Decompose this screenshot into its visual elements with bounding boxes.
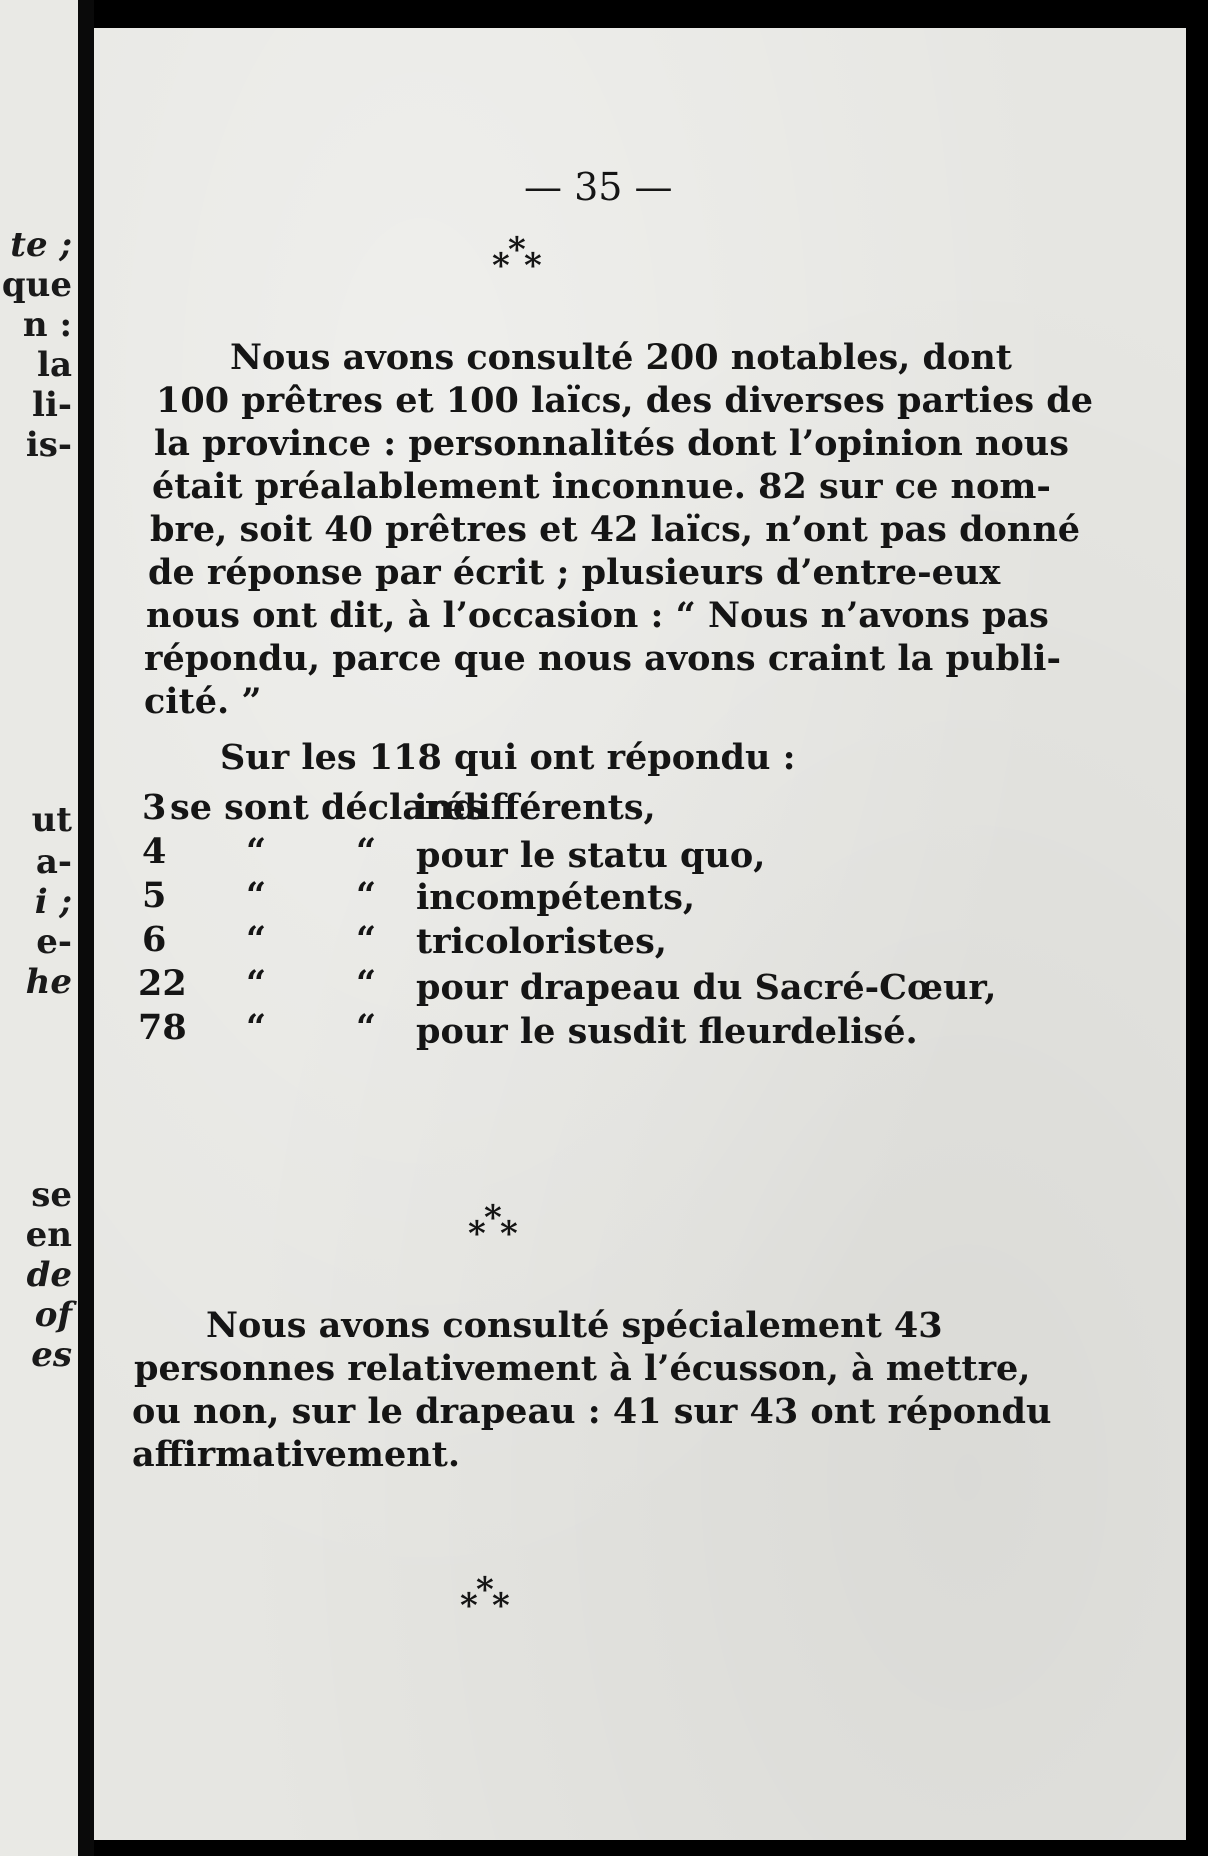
paragraph-line: nous ont dit, à l’occasion : “ Nous n’avons pas xyxy=(146,595,1049,636)
result-count: 5 xyxy=(142,875,167,916)
asterism-star: * xyxy=(468,1214,486,1254)
left-text-fragment: e- xyxy=(36,922,72,962)
left-page-fragment xyxy=(0,0,78,1856)
result-label: pour le susdit fleurdelisé. xyxy=(416,1011,918,1052)
ditto-mark: “ xyxy=(356,919,377,960)
ditto-mark: “ xyxy=(246,963,267,1004)
paragraph-line: Nous avons consulté 200 notables, dont xyxy=(230,337,1012,378)
ditto-mark: “ xyxy=(356,963,377,1004)
result-label: tricoloristes, xyxy=(416,921,667,962)
ditto-mark: “ xyxy=(246,831,267,872)
paragraph-line: personnes relativement à l’écusson, à mettre, xyxy=(134,1348,1031,1389)
asterism-divider xyxy=(486,228,556,288)
left-text-fragment: que xyxy=(1,265,72,305)
left-text-fragment: he xyxy=(25,962,72,1002)
paragraph-line: bre, soit 40 prêtres et 42 laïcs, n’ont pas donné xyxy=(150,509,1081,550)
asterism-star: * xyxy=(476,1570,494,1610)
left-text-fragment: li- xyxy=(32,385,72,425)
result-count: 6 xyxy=(142,919,167,960)
asterism-star: * xyxy=(508,230,526,270)
result-count: 3 xyxy=(142,787,167,828)
left-text-fragment: of xyxy=(34,1295,72,1335)
ditto-mark: “ xyxy=(356,875,377,916)
left-text-fragment: ut xyxy=(31,800,72,840)
left-text-fragment: la xyxy=(37,345,72,385)
left-text-fragment: se xyxy=(31,1175,72,1215)
paragraph-line: ou non, sur le drapeau : 41 sur 43 ont répondu xyxy=(132,1391,1052,1432)
ditto-mark: “ xyxy=(356,831,377,872)
paragraph-line: était préalablement inconnue. 82 sur ce nom- xyxy=(152,466,1051,507)
ditto-mark: “ xyxy=(246,875,267,916)
paragraph-line: répondu, parce que nous avons craint la publi- xyxy=(144,638,1062,679)
result-verb: se sont déclarés xyxy=(170,787,486,828)
page-number: — 35 — xyxy=(524,165,673,209)
result-count: 78 xyxy=(138,1007,187,1048)
asterism-divider xyxy=(462,1196,532,1256)
book-page xyxy=(94,28,1186,1840)
results-intro: Sur les 118 qui ont répondu : xyxy=(220,737,796,778)
left-text-fragment: te ; xyxy=(10,225,72,265)
book-binding-gutter xyxy=(78,0,94,1856)
paragraph-line: 100 prêtres et 100 laïcs, des diverses parties de xyxy=(156,380,1093,421)
left-text-fragment: n : xyxy=(22,305,72,345)
asterism-star: * xyxy=(492,246,510,286)
asterism-divider xyxy=(454,1568,524,1628)
asterism-star: * xyxy=(500,1214,518,1254)
asterism-star: * xyxy=(460,1586,478,1626)
paragraph-line: de réponse par écrit ; plusieurs d’entre-eux xyxy=(148,552,1001,593)
left-text-fragment: i ; xyxy=(34,882,72,922)
left-text-fragment: es xyxy=(31,1335,72,1375)
result-label: pour le statu quo, xyxy=(416,835,766,876)
paragraph-line: la province : personnalités dont l’opinion nous xyxy=(154,423,1069,464)
asterism-star: * xyxy=(484,1198,502,1238)
ditto-mark: “ xyxy=(246,1007,267,1048)
left-text-fragment: en xyxy=(25,1215,72,1255)
paragraph-line: Nous avons consulté spécialement 43 xyxy=(206,1305,943,1346)
result-label: pour drapeau du Sacré-Cœur, xyxy=(416,967,997,1008)
asterism-star: * xyxy=(524,246,542,286)
asterism-star: * xyxy=(492,1586,510,1626)
paragraph-line: cité. ” xyxy=(144,681,262,722)
result-label: incompétents, xyxy=(416,877,696,918)
left-text-fragment: a- xyxy=(35,842,72,882)
result-count: 22 xyxy=(138,963,187,1004)
right-edge xyxy=(1186,0,1208,1856)
left-text-fragment: is- xyxy=(25,425,72,465)
ditto-mark: “ xyxy=(356,1007,377,1048)
result-count: 4 xyxy=(142,831,167,872)
left-text-fragment: de xyxy=(26,1255,72,1295)
paragraph-line: affirmativement. xyxy=(132,1434,461,1475)
ditto-mark: “ xyxy=(246,919,267,960)
top-edge xyxy=(94,0,1208,28)
result-label: indifférents, xyxy=(414,787,656,828)
